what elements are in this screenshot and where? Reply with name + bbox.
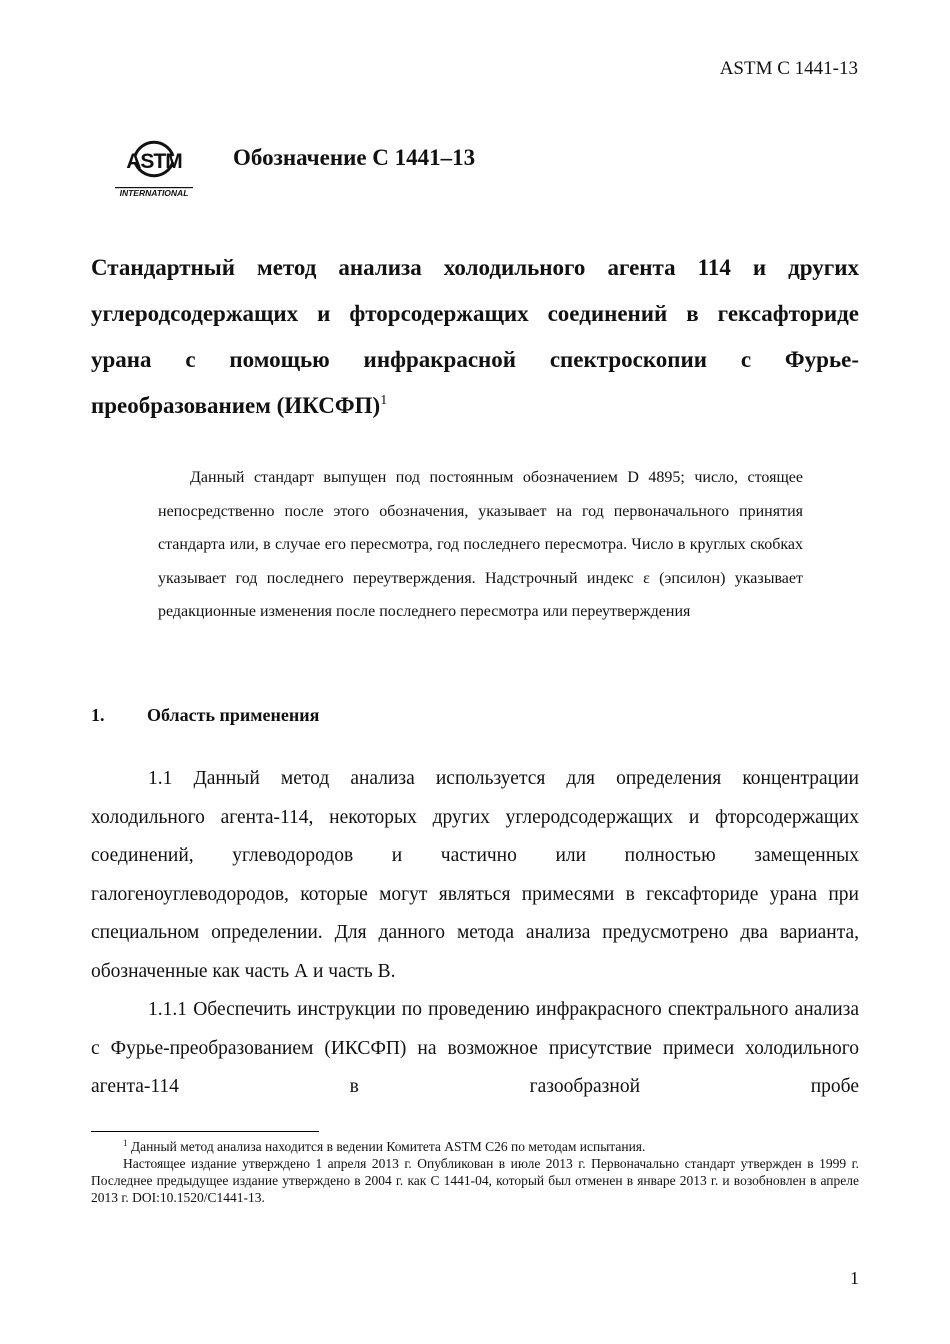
section-heading bbox=[91, 705, 319, 726]
paragraph-1-1-1: 1.1.1 Обеспечить инструкции по проведению инфракрасного спектрального анализа с Фурье-преобразованием (ИКСФП) на возможное присутствие примеси холодильного агента-114 в газообразной пробе bbox=[91, 999, 859, 1097]
astm-logo-icon bbox=[113, 126, 195, 198]
logo-text: INTERNATIONAL bbox=[119, 188, 189, 198]
document-title bbox=[91, 245, 859, 429]
title-text: Стандартный метод анализа холодильного агента 114 и других углеродсодержащих и фторсодержащих соединений в гексафториде урана с помощью инфракрасной спектроскопии с Фурье-преобразованием (ИКСФП) bbox=[91, 255, 859, 418]
section-number: 1. bbox=[91, 705, 105, 725]
body-text bbox=[91, 760, 859, 1107]
designation-title: Обозначение C 1441–13 bbox=[233, 145, 476, 170]
page-number: 1 bbox=[850, 1268, 859, 1288]
footnote-ref: 1 bbox=[123, 1138, 128, 1148]
paragraph-1-1: 1.1 Данный метод анализа используется для определения концентрации холодильного агента-114, некоторых других углеродсодержащих и фторсодержащих соединений, углеводородов и частично или полностью замещенных галогеноуглеводородов, которые могут являться примесями в гексафториде урана при специальном определении. Для данного метода анализа предусмотрено два варианта, обозначенные как часть А и часть В. bbox=[91, 768, 859, 982]
footnote-2: Настоящее издание утверждено 1 апреля 2013 г. Опубликован в июле 2013 г. Первоначально стандарт утвержден в 1999 г. Последнее предыдущее издание утверждено в 2004 г. как C 1441-04, который был отменен в январе 2013 г. и возобновлен в апреле 2013 г. DOI:10.1520/C1441-13. bbox=[91, 1156, 859, 1205]
intro-note: Данный стандарт выпущен под постоянным обозначением D 4895; число, стоящее непосредственно после этого обозначения, указывает на год первоначального принятия стандарта или, в случае его пересмотра, год последнего пересмотра. Число в круглых скобках указывает год последнего переутверждения. Надстрочный индекс ε (эпсилон) указывает редакционные изменения после последнего пересмотра или переутверждения bbox=[158, 469, 803, 621]
section-title: Область применения bbox=[147, 705, 320, 725]
title-footnote-ref: 1 bbox=[380, 393, 388, 408]
svg-text:ASTM: ASTM bbox=[126, 150, 182, 173]
footnote-1-text: Данный метод анализа находится в ведении Комитета ASTM C26 по методам испытания. bbox=[130, 1139, 646, 1154]
footnote-1 bbox=[91, 1138, 859, 1155]
footnotes bbox=[91, 1138, 859, 1206]
header-standard-code: ASTM C 1441-13 bbox=[719, 58, 858, 79]
footnote-divider bbox=[91, 1131, 319, 1132]
